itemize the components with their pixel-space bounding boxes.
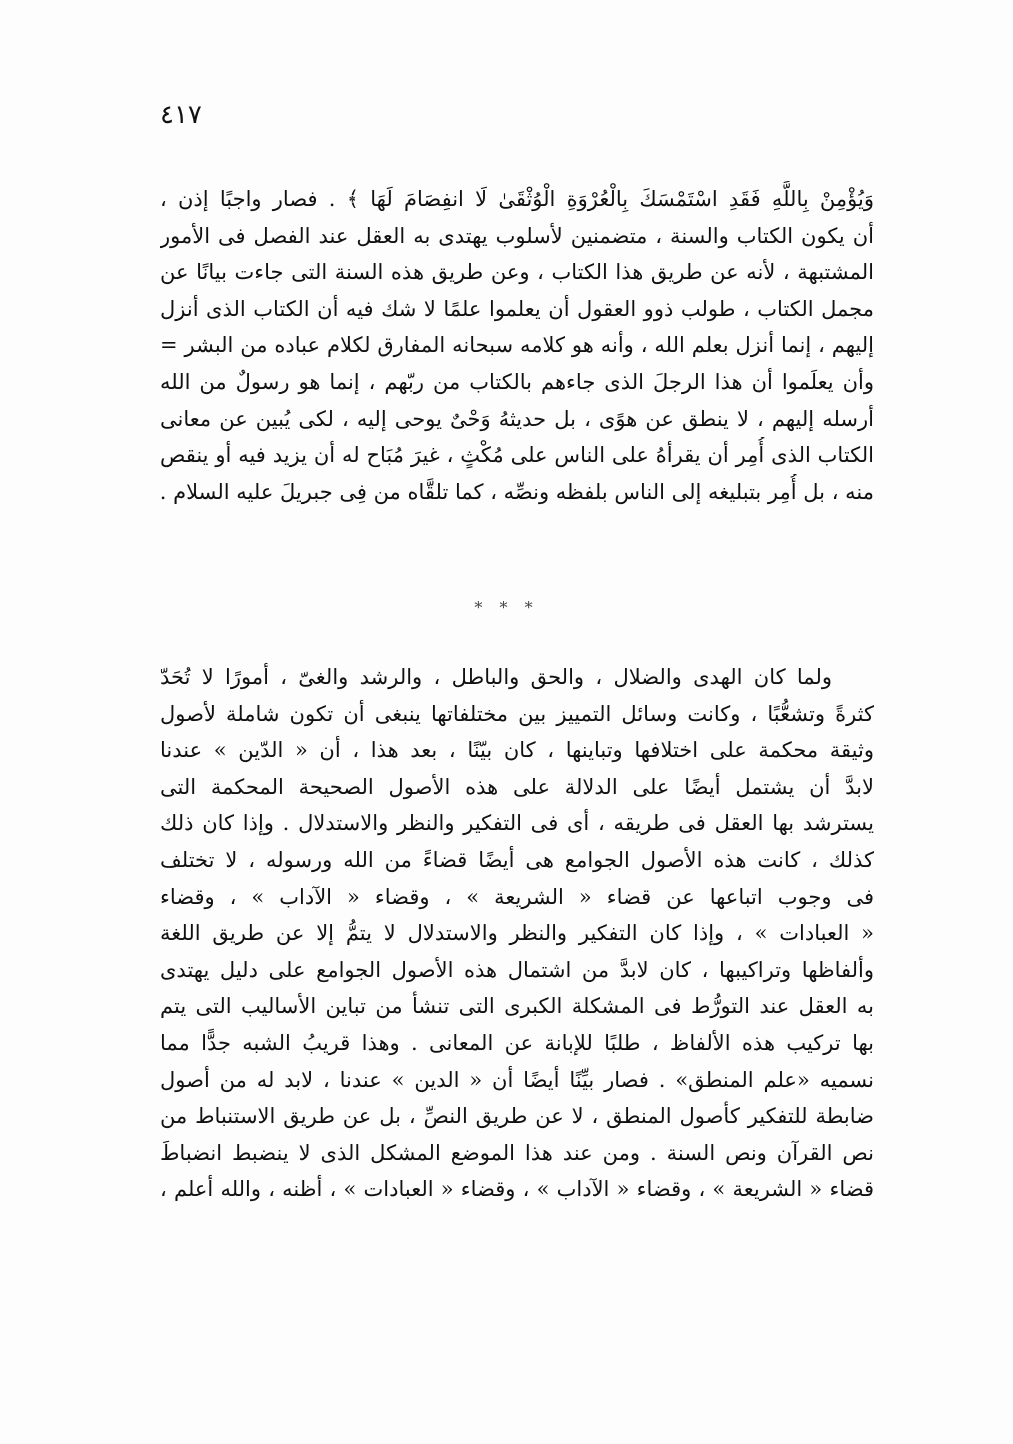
text-line: به العقل عند التورُّط فى المشكلة الكبرى التى تنشأ من تباين الأساليب التى يتم — [160, 994, 874, 1019]
text-line: وثيقة محكمة على اختلافها وتباينها ، كان بيّنًا ، بعد هذا ، أن « الدّين » عندنا — [160, 738, 874, 763]
text-line: « العبادات » ، وإذا كان التفكير والنظر والاستدلال لا يتمُّ إلا عن طريق اللغة — [160, 921, 874, 946]
text-line: كذلك ، كانت هذه الأصول الجوامع هى أيضًا قضاءً من الله ورسوله ، لا تختلف — [160, 847, 874, 872]
text-line: المشتبهة ، لأنه عن طريق هذا الكتاب ، وعن طريق هذه السنة التى جاءت بيانًا عن — [160, 260, 874, 285]
text-line: منه ، بل أُمِر بتبليغه إلى الناس بلفظه ونصِّه ، كما تلقَّاه من فِى جبريلَ عليه السلام . — [160, 479, 874, 504]
text-line: أن يكون الكتاب والسنة ، متضمنين لأسلوب يهتدى به العقل عند الفصل فى الأمور — [160, 223, 874, 248]
text-line: وَيُؤْمِنْ بِاللَّهِ فَقَدِ اسْتَمْسَكَ بِالْعُرْوَةِ الْوُثْقَىٰ لَا انفِصَامَ لَهَا ﴾ . فصار واجبًا إذن ، — [160, 187, 874, 211]
text-line: الكتاب الذى أُمِر أن يقرأهُ على الناس على مُكْثٍ ، غيرَ مُبَاح له أن يزيد فيه أو ينقص — [160, 443, 874, 468]
text-line: وأن يعلَموا أن هذا الرجلَ الذى جاءهم بالكتاب من ربّهم ، إنما هو رسولٌ من الله — [160, 369, 874, 394]
paragraph-2 — [160, 659, 874, 1208]
text-line: بها تركيب هذه الألفاظ ، طلبًا للإبانة عن المعانى . وهذا قريبُ الشبه جدًّا مما — [160, 1030, 874, 1055]
text-line: فى وجوب اتباعها عن قضاء « الشريعة » ، وقضاء « الآداب » ، وقضاء — [160, 884, 874, 909]
paragraph-1 — [160, 181, 874, 510]
text-line: لابدَّ أن يشتمل أيضًا على الدلالة على هذه الأصول الصحيحة المحكمة التى — [160, 774, 874, 799]
text-line: قضاء « الشريعة » ، وقضاء « الآداب » ، وقضاء « العبادات » ، أظنه ، والله أعلم ، — [160, 1177, 874, 1202]
text-line: نسميه «علم المنطق» . فصار بيِّنًا أيضًا أن « الدين » عندنا ، لابد له من أصول — [160, 1067, 874, 1092]
text-line: يسترشد بها العقل فى طريقه ، أى فى التفكير والنظر والاستدلال . وإذا كان ذلك — [160, 811, 874, 836]
text-line: كثرةً وتشعُّبًا ، وكانت وسائل التمييز بين مختلفاتها ينبغى أن تكون شاملة لأصول — [160, 701, 874, 726]
text-line: أرسله إليهم ، لا ينطق عن هوًى ، بل حديثهُ وَحْىٌ يوحى إليه ، لكى يُبين عن معانى — [160, 406, 874, 431]
section-separator: * * * — [474, 598, 539, 617]
text-line: مجمل الكتاب ، طولب ذوو العقول أن يعلموا علمًا لا شك فيه أن الكتاب الذى أنزل — [160, 296, 874, 321]
text-line: وألفاظها وتراكيبها ، كان لابدَّ من اشتمال هذه الأصول الجوامع على دليل يهتدى — [160, 957, 874, 982]
page-number: ٤١٧ — [160, 100, 202, 130]
text-line: ولما كان الهدى والضلال ، والحق والباطل ، والرشد والغىّ ، أمورًا لا تُحَدّ — [160, 665, 832, 689]
text-line: إليهم ، إنما أنزل بعلم الله ، وأنه هو كلامه سبحانه المفارق لكلام عباده من البشر = — [160, 333, 874, 358]
text-line: نص القرآن ونص السنة . ومن عند هذا الموضع المشكل الذى لا ينضبط انضباطَ — [160, 1140, 874, 1165]
text-line: ضابطة للتفكير كأصول المنطق ، لا عن طريق النصِّ ، بل عن طريق الاستنباط من — [160, 1104, 874, 1129]
